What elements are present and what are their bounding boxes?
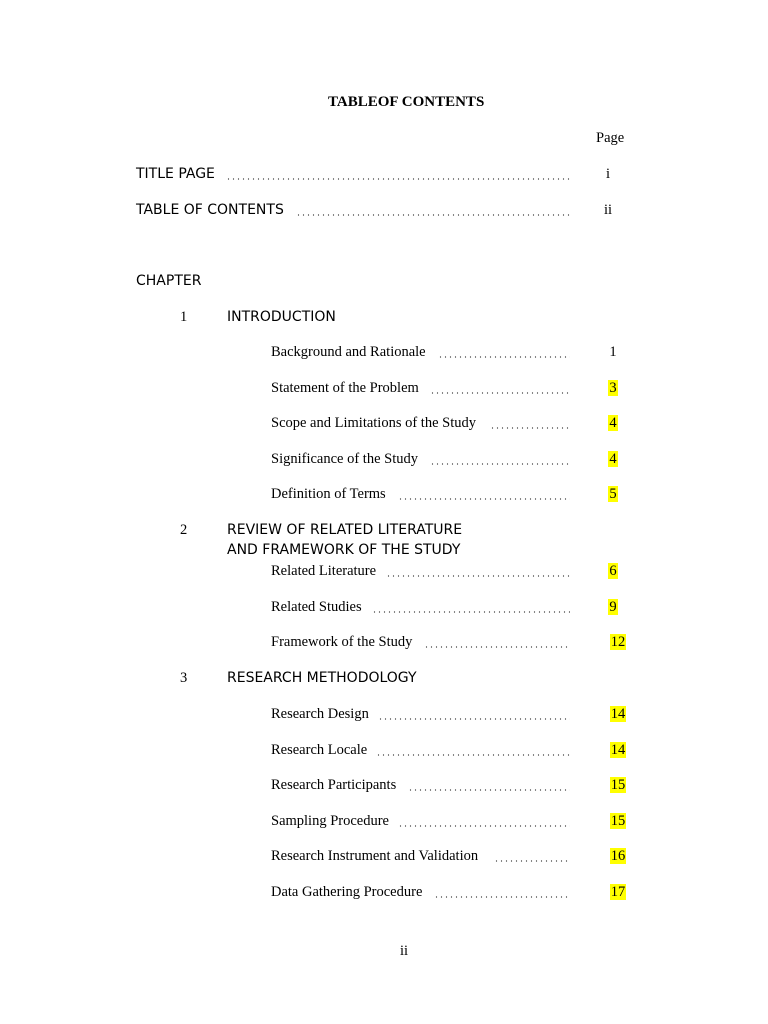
toc-page-number [593, 486, 633, 503]
highlighted-page-number: 4 [609, 415, 617, 431]
leader-dots [408, 788, 570, 792]
leader-dots [438, 355, 570, 359]
toc-entry[interactable]: Research Instrument and Validation [271, 848, 479, 864]
toc-page-number [598, 742, 638, 759]
toc-entry[interactable]: Data Gathering Procedure [271, 884, 423, 900]
chapter-title-research-methodology[interactable]: RESEARCH METHODOLOGY [227, 670, 417, 686]
leader-dots [434, 895, 570, 899]
toc-page-number: i [605, 166, 611, 182]
leader-dots [372, 610, 570, 614]
footer-page-number: ii [400, 943, 409, 959]
toc-page-number [593, 599, 633, 616]
toc-entry[interactable]: Statement of the Problem [271, 380, 419, 396]
toc-entry[interactable]: Research Locale [271, 742, 368, 758]
toc-entry[interactable]: Background and Rationale [271, 344, 426, 360]
toc-entry[interactable]: Research Participants [271, 777, 397, 793]
leader-dots [430, 462, 570, 466]
highlighted-page-number: 3 [609, 380, 617, 396]
leader-dots [398, 497, 570, 501]
leader-dots [398, 824, 570, 828]
toc-entry[interactable]: Related Literature [271, 563, 377, 579]
toc-entry[interactable]: Related Studies [271, 599, 362, 615]
highlighted-page-number: 15 [610, 777, 626, 793]
highlighted-page-number: 5 [609, 486, 617, 502]
leader-dots [296, 213, 570, 217]
leader-dots [494, 859, 570, 863]
leader-dots [386, 574, 570, 578]
leader-dots [430, 391, 570, 395]
chapter-title-review-line1[interactable]: REVIEW OF RELATED LITERATURE [227, 522, 463, 538]
chapter-title-introduction[interactable]: INTRODUCTION [227, 309, 336, 325]
toc-entry[interactable]: Framework of the Study [271, 634, 413, 650]
toc-page-number: 1 [609, 344, 617, 360]
toc-page-number [598, 884, 638, 901]
chapter-number: 3 [180, 670, 188, 686]
toc-entry[interactable]: Scope and Limitations of the Study [271, 415, 476, 431]
highlighted-page-number: 14 [610, 742, 626, 758]
toc-page-number [593, 451, 633, 468]
highlighted-page-number: 15 [610, 813, 626, 829]
toc-entry-title-page[interactable]: TITLE PAGE [136, 166, 215, 182]
chapter-number: 1 [180, 309, 188, 325]
highlighted-page-number: 14 [610, 706, 626, 722]
toc-page-number [598, 848, 638, 865]
toc-page-number [598, 634, 638, 651]
leader-dots [490, 426, 570, 430]
toc-page-number [593, 415, 633, 432]
toc-page-number [598, 706, 638, 723]
toc-page-number [593, 563, 633, 580]
chapter-number: 2 [180, 522, 188, 538]
page-column-header: Page [596, 130, 625, 146]
toc-page-number [593, 380, 633, 397]
toc-page-number: ii [603, 202, 613, 218]
toc-entry[interactable]: Definition of Terms [271, 486, 386, 502]
highlighted-page-number: 6 [609, 563, 617, 579]
toc-entry[interactable]: Significance of the Study [271, 451, 418, 467]
chapter-title-review-line2[interactable]: AND FRAMEWORK OF THE STUDY [227, 542, 461, 558]
toc-page-number [598, 813, 638, 830]
leader-dots [376, 753, 570, 757]
leader-dots [424, 645, 570, 649]
toc-title: TABLEOF CONTENTS [328, 94, 485, 110]
toc-entry[interactable]: Sampling Procedure [271, 813, 389, 829]
highlighted-page-number: 9 [609, 599, 617, 615]
highlighted-page-number: 16 [610, 848, 626, 864]
highlighted-page-number: 4 [609, 451, 617, 467]
leader-dots [378, 717, 570, 721]
highlighted-page-number: 12 [610, 634, 626, 650]
chapter-heading: CHAPTER [136, 273, 202, 289]
toc-entry-table-of-contents[interactable]: TABLE OF CONTENTS [136, 202, 284, 218]
toc-page-number [598, 777, 638, 794]
leader-dots [226, 177, 570, 181]
highlighted-page-number: 17 [610, 884, 626, 900]
toc-entry[interactable]: Research Design [271, 706, 369, 722]
